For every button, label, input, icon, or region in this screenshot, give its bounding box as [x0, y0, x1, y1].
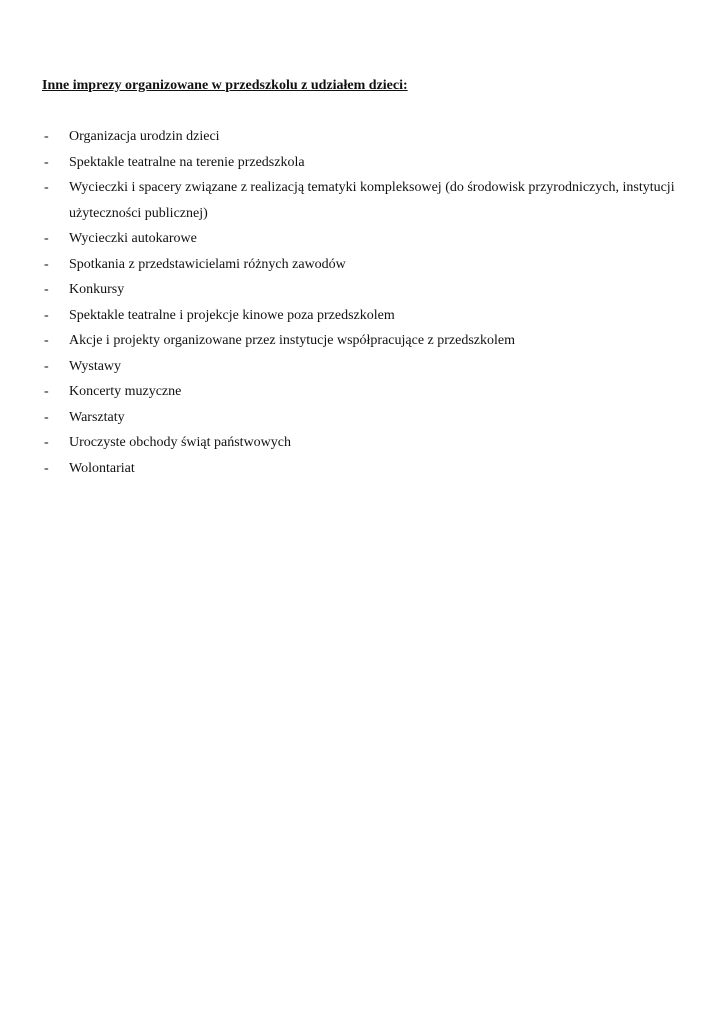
list-bullet: -: [44, 460, 49, 476]
list-bullet: -: [44, 358, 49, 374]
list-item: [0, 277, 724, 303]
event-list: [0, 124, 724, 481]
list-item: [0, 405, 724, 431]
list-item-text: Wycieczki i spacery związane z realizacją tematyki kompleksowej (do środowisk przyrodniczych, instytucji użyteczności publicznej): [69, 180, 675, 221]
list-bullet: -: [44, 154, 49, 170]
list-bullet: -: [44, 384, 49, 399]
list-bullet: -: [44, 180, 49, 195]
list-item: [0, 124, 724, 150]
list-bullet: -: [44, 129, 49, 144]
list-item-text: Konkursy: [69, 282, 125, 297]
list-item: [0, 456, 724, 482]
list-item-text: Wycieczki autokarowe: [69, 231, 197, 246]
list-item: [0, 354, 724, 380]
list-bullet: -: [44, 409, 49, 425]
list-item-text: Spektakle teatralne na terenie przedszkola: [69, 154, 305, 170]
list-item-text: Uroczyste obchody świąt państwowych: [69, 435, 292, 450]
list-item-text: Koncerty muzyczne: [69, 384, 182, 399]
list-bullet: -: [44, 307, 49, 323]
list-item: [0, 303, 724, 329]
list-item: [0, 430, 724, 456]
list-item: [0, 379, 724, 405]
list-item-text: Spektakle teatralne i projekcje kinowe poza przedszkolem: [69, 307, 395, 323]
list-item-text: Akcje i projekty organizowane przez instytucje współpracujące z przedszkolem: [69, 333, 516, 348]
list-bullet: -: [44, 231, 49, 246]
section-heading: Inne imprezy organizowane w przedszkolu z udziałem dzieci:: [42, 78, 408, 93]
list-item-text: Spotkania z przedstawicielami różnych zawodów: [69, 256, 346, 272]
list-bullet: -: [44, 333, 49, 348]
list-bullet: -: [44, 282, 49, 297]
list-item: [0, 328, 724, 354]
list-item: [0, 150, 724, 176]
list-item: [0, 252, 724, 278]
list-bullet: -: [44, 435, 49, 450]
list-item-text: Wolontariat: [69, 460, 135, 476]
list-item: [0, 226, 724, 252]
list-item-text: Organizacja urodzin dzieci: [69, 129, 220, 144]
list-item: [0, 175, 724, 226]
list-item-text: Wystawy: [69, 358, 122, 374]
list-bullet: -: [44, 256, 49, 272]
list-item-text: Warsztaty: [69, 409, 125, 425]
